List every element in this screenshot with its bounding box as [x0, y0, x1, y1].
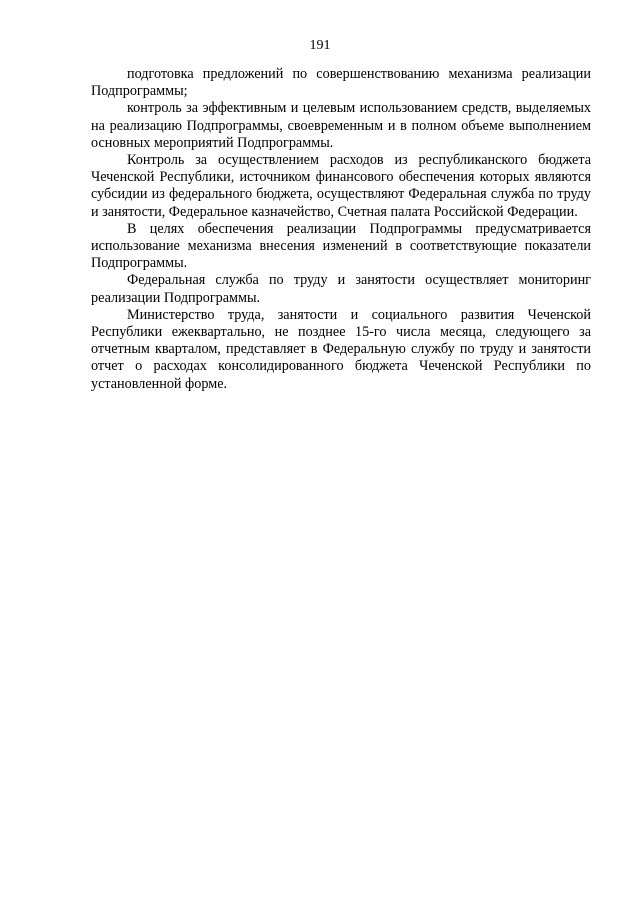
paragraph: В целях обеспечения реализации Подпрограммы предусматривается использование механизма внесения изменений в соответствующие показатели Подпрограммы. [91, 220, 591, 272]
paragraph: Контроль за осуществлением расходов из республиканского бюджета Чеченской Республики, источником финансового обеспечения которых являются субсидии из федерального бюджета, осуществляют Федеральная служба по труду и занятости, Федеральное казначейство, Счетная палата Российской Федерации. [91, 152, 591, 220]
paragraph: Министерство труда, занятости и социального развития Чеченской Республики ежеквартально, не позднее 15-го числа месяца, следующего за отчетным кварталом, представляет в Федеральную службу по труду и занятости отчет о расходах консолидированного бюджета Чеченской Республики по установленной форме. [91, 306, 591, 392]
paragraph: Федеральная служба по труду и занятости осуществляет мониторинг реализации Подпрограммы. [91, 272, 591, 306]
paragraph: контроль за эффективным и целевым использованием средств, выделяемых на реализацию Подпрограммы, своевременным и в полном объеме выполнением основных мероприятий Подпрограммы. [91, 100, 591, 151]
page-number: 191 [309, 38, 331, 53]
paragraph: подготовка предложений по совершенствованию механизма реализации Подпрограммы; [91, 66, 591, 100]
document-body [91, 66, 591, 393]
